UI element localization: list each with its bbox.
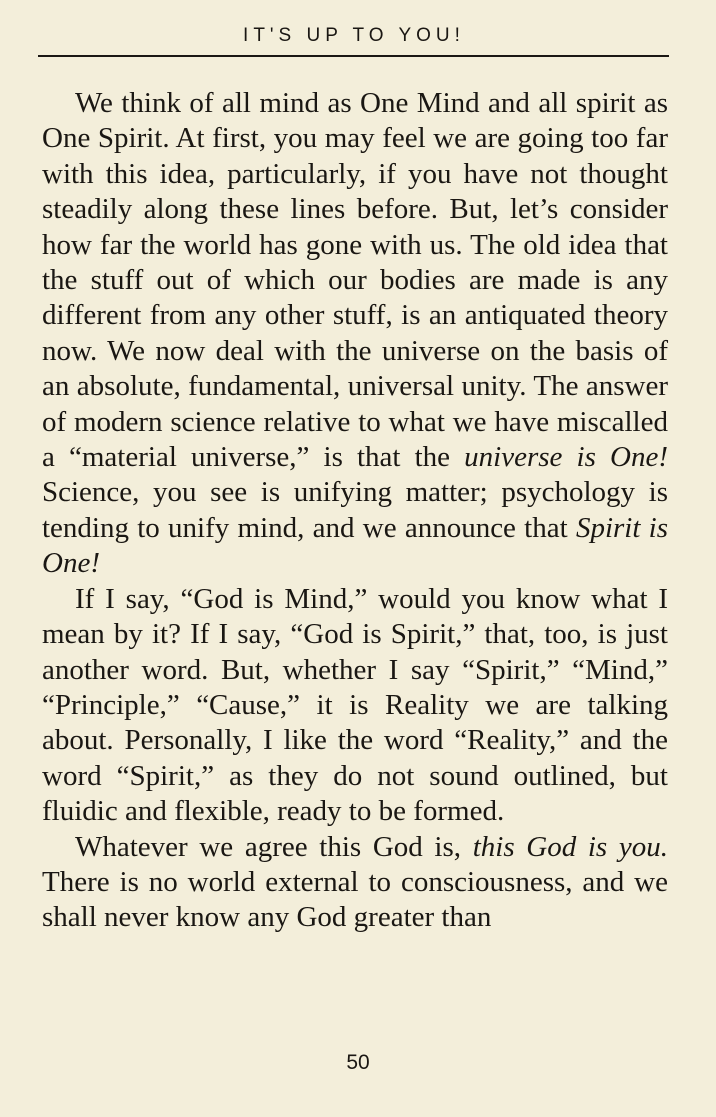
paragraph-1-text-2: Science, you see is unifying matter; psychology is tending to unify mind, and we announce that	[42, 476, 668, 544]
paragraph-2-text: If I say, “God is Mind,” would you know what I mean by it? If I say, “God is Spirit,” that, too, is just another word. But, whether I say “Spirit,” “Mind,” “Principle,” “Cause,” it is Reality we are talking about. Personally, I like the word “Reality,” and the word “Spirit,” as they do not sound outlined, but fluidic and flexible, ready to be formed.	[42, 582, 668, 828]
running-header: IT'S UP TO YOU!	[243, 25, 465, 46]
page-number: 50	[346, 1051, 370, 1074]
paragraph-3-text-2: There is no world external to consciousness, and we shall never know any God greater than	[42, 865, 668, 934]
paragraph-1-emphasis-1: universe is One!	[464, 441, 668, 474]
paragraph-1	[42, 86, 668, 582]
paragraph-3-text: Whatever we agree this God is,	[75, 830, 473, 863]
header-rule	[38, 55, 669, 57]
paragraph-3	[42, 830, 668, 936]
paragraph-2	[42, 582, 668, 830]
paragraph-1-text: We think of all mind as One Mind and all spirit as One Spirit. At first, you may feel we are going too far with this idea, particularly, if you have not thought steadily along these lines before. But, let’s consider how far the world has gone with us. The old idea that the stuff out of which our bodies are made is any different from any other stuff, is an antiquated theory now. We now deal with the universe on the basis of an absolute, fundamental, universal unity. The answer of modern science relative to what we have miscalled a “material universe,” is that the	[42, 87, 668, 474]
paragraph-3-emphasis: this God is you.	[472, 830, 668, 863]
page-body	[42, 86, 668, 936]
paragraph-1-emphasis-2: Spirit is One!	[42, 511, 668, 580]
